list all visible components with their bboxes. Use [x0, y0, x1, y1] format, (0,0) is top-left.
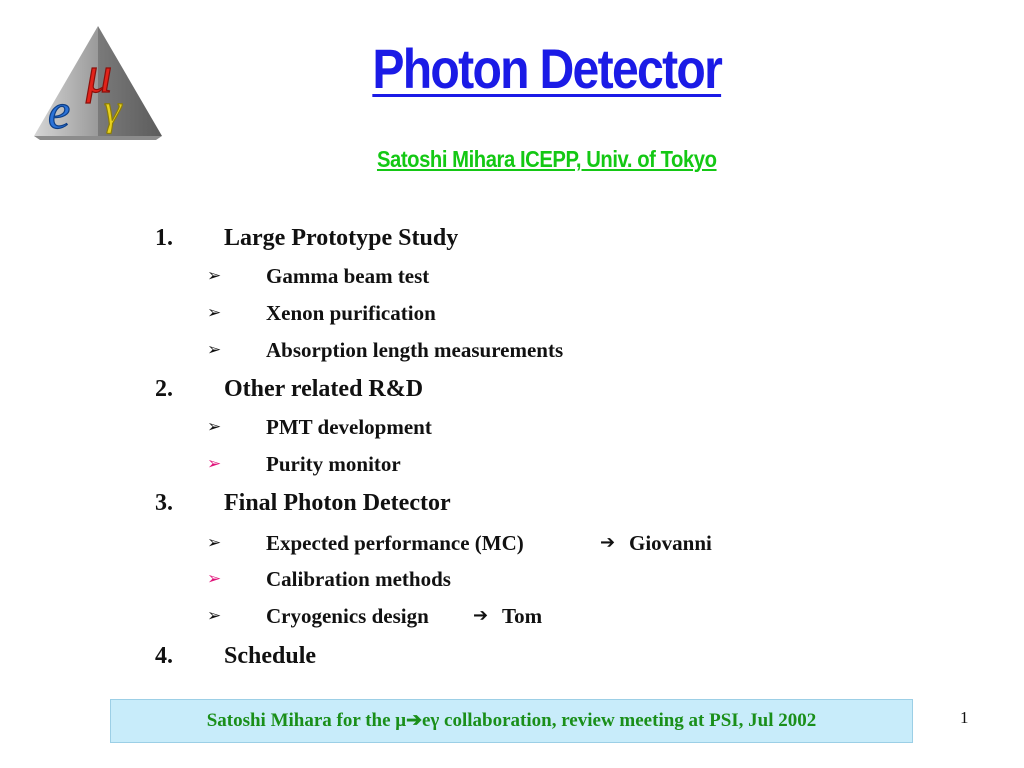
arrow-bullet-icon: ➢: [207, 606, 222, 626]
arrow-bullet-icon: ➢: [207, 266, 222, 286]
sub-item-label: Gamma beam test: [266, 264, 430, 288]
page-number: 1: [960, 708, 969, 727]
logo-gamma-letter: γ: [104, 85, 122, 134]
logo-mu-letter: μ: [86, 47, 113, 104]
arrow-bullet-icon: ➢: [207, 569, 222, 589]
outline-item-label: Large Prototype Study: [224, 225, 459, 251]
sub-item-assignee: Giovanni: [629, 531, 712, 555]
arrow-bullet-icon: ➢: [207, 417, 222, 437]
arrow-bullet-icon: ➢: [207, 533, 222, 553]
slide-subtitle: Satoshi Mihara ICEPP, Univ. of Tokyo: [376, 146, 717, 172]
arrow-bullet-icon: ➢: [207, 454, 222, 474]
right-arrow-icon: ➔: [600, 532, 616, 553]
outline-item-label: Final Photon Detector: [224, 490, 451, 516]
sub-item-label: Cryogenics design: [266, 604, 429, 628]
sub-item-label: PMT development: [266, 415, 432, 439]
sub-item-label: Purity monitor: [266, 452, 401, 476]
sub-item-assignee: Tom: [502, 604, 543, 628]
arrow-bullet-icon: ➢: [207, 340, 222, 360]
outline-item-number: 3.: [155, 490, 173, 516]
slide-title: Photon Detector: [372, 37, 722, 100]
footer-text: Satoshi Mihara for the μ➔eγ collaboration, review meeting at PSI, Jul 2002: [206, 710, 817, 731]
outline-item-label: Other related R&D: [224, 376, 424, 402]
sub-item-label: Calibration methods: [266, 567, 451, 591]
outline-item-label: Schedule: [224, 643, 317, 669]
sub-item-label: Xenon purification: [266, 301, 436, 325]
right-arrow-icon: ➔: [473, 605, 489, 626]
sub-item-label: Absorption length measurements: [266, 338, 564, 362]
outline-item-number: 1.: [155, 225, 173, 251]
arrow-bullet-icon: ➢: [207, 303, 222, 323]
logo-e-letter: e: [48, 83, 71, 139]
sub-item-label: Expected performance (MC): [266, 531, 524, 555]
outline-item-number: 4.: [155, 643, 173, 669]
footer-banner: [110, 699, 913, 743]
outline-item-number: 2.: [155, 376, 173, 402]
